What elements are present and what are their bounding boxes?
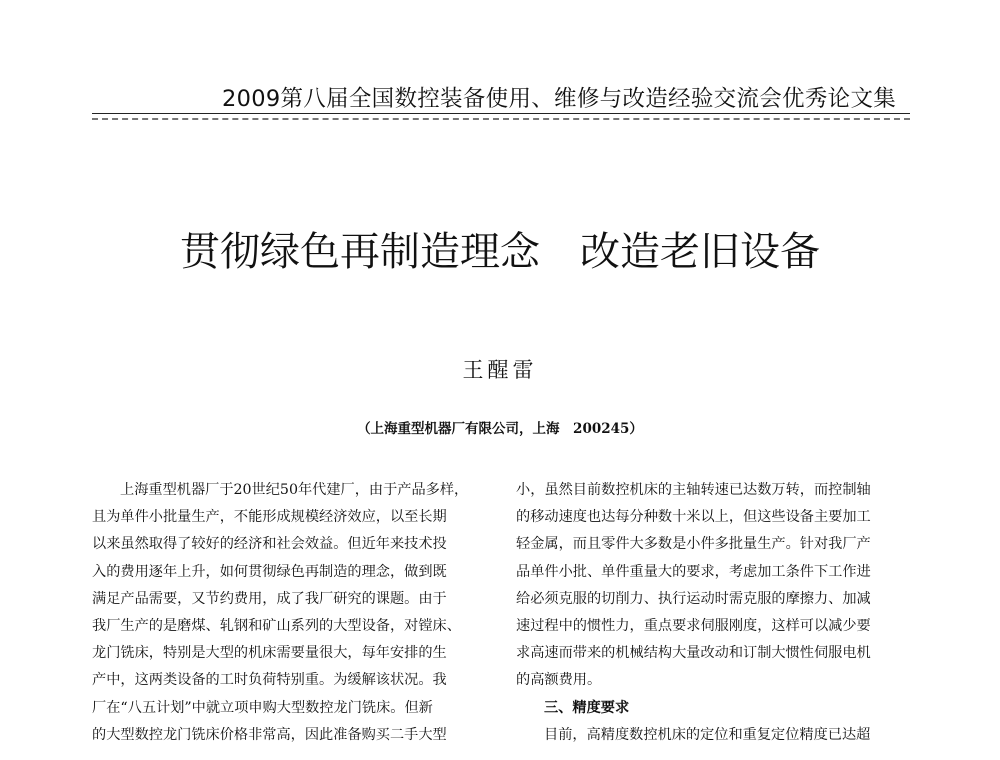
header-rule (92, 113, 910, 114)
paragraph-line: 且为单件小批量生产，不能形成规模经济效应，以至长期 (92, 509, 447, 526)
author-name: 王醒雷 (462, 358, 538, 382)
paragraph-line: 轻金属，而且零件大多数是小件多批量生产。针对我厂产 (516, 536, 871, 553)
paragraph-line: 给必须克服的切削力、执行运动时需克服的摩擦力、加减 (516, 590, 871, 607)
running-header-title: 2009第八届全国数控装备使用、维修与改造经验交流会优秀论文集 (222, 86, 897, 112)
body-column-left (92, 477, 487, 749)
paragraph-line: 以来虽然取得了较好的经济和社会效益。但近年来技术投 (92, 536, 447, 553)
header-rule-dashed (92, 118, 910, 120)
paragraph-line: 上海重型机器厂于20世纪50年代建厂，由于产品多样， (120, 482, 469, 498)
paragraph-line: 龙门铣床，特别是大型的机床需要量很大，每年安排的生 (92, 645, 447, 662)
paragraph-line: 厂在“八五计划”中就立项申购大型数控龙门铣床。但新 (92, 699, 433, 716)
paragraph-line: 品单件小批、单件重量大的要求，考虑加工条件下工作进 (516, 563, 871, 580)
paragraph-line: 的大型数控龙门铣床价格非常高，因此准备购买二手大型 (92, 726, 447, 743)
paragraph-line: 满足产品需要，又节约费用，成了我厂研究的课题。由于 (92, 590, 447, 607)
paragraph-line: 速过程中的惯性力，重点要求伺服刚度，这样可以减少要 (516, 617, 871, 634)
paragraph-line: 入的费用逐年上升，如何贯彻绿色再制造的理念，做到既 (92, 563, 447, 580)
section-heading: 三、精度要求 (544, 699, 630, 716)
author-affiliation: （上海重型机器厂有限公司，上海 200245） (357, 421, 643, 437)
paragraph-line: 小，虽然目前数控机床的主轴转速已达数万转，而控制轴 (516, 482, 871, 498)
paragraph-line: 目前，高精度数控机床的定位和重复定位精度已达超 (544, 726, 871, 743)
paper-title: 贯彻绿色再制造理念 改造老旧设备 (180, 229, 820, 275)
paragraph-line: 的高额费用。 (516, 672, 602, 689)
body-column-right (516, 477, 911, 749)
paragraph-line: 求高速而带来的机械结构大量改动和订制大惯性伺服电机 (516, 645, 871, 662)
paragraph-line: 我厂生产的是磨煤、轧钢和矿山系列的大型设备，对镗床、 (92, 617, 461, 634)
paragraph-line: 的移动速度也达每分种数十米以上，但这些设备主要加工 (516, 509, 871, 526)
paragraph-line: 产中，这两类设备的工时负荷特别重。为缓解该状况。我 (92, 672, 447, 689)
